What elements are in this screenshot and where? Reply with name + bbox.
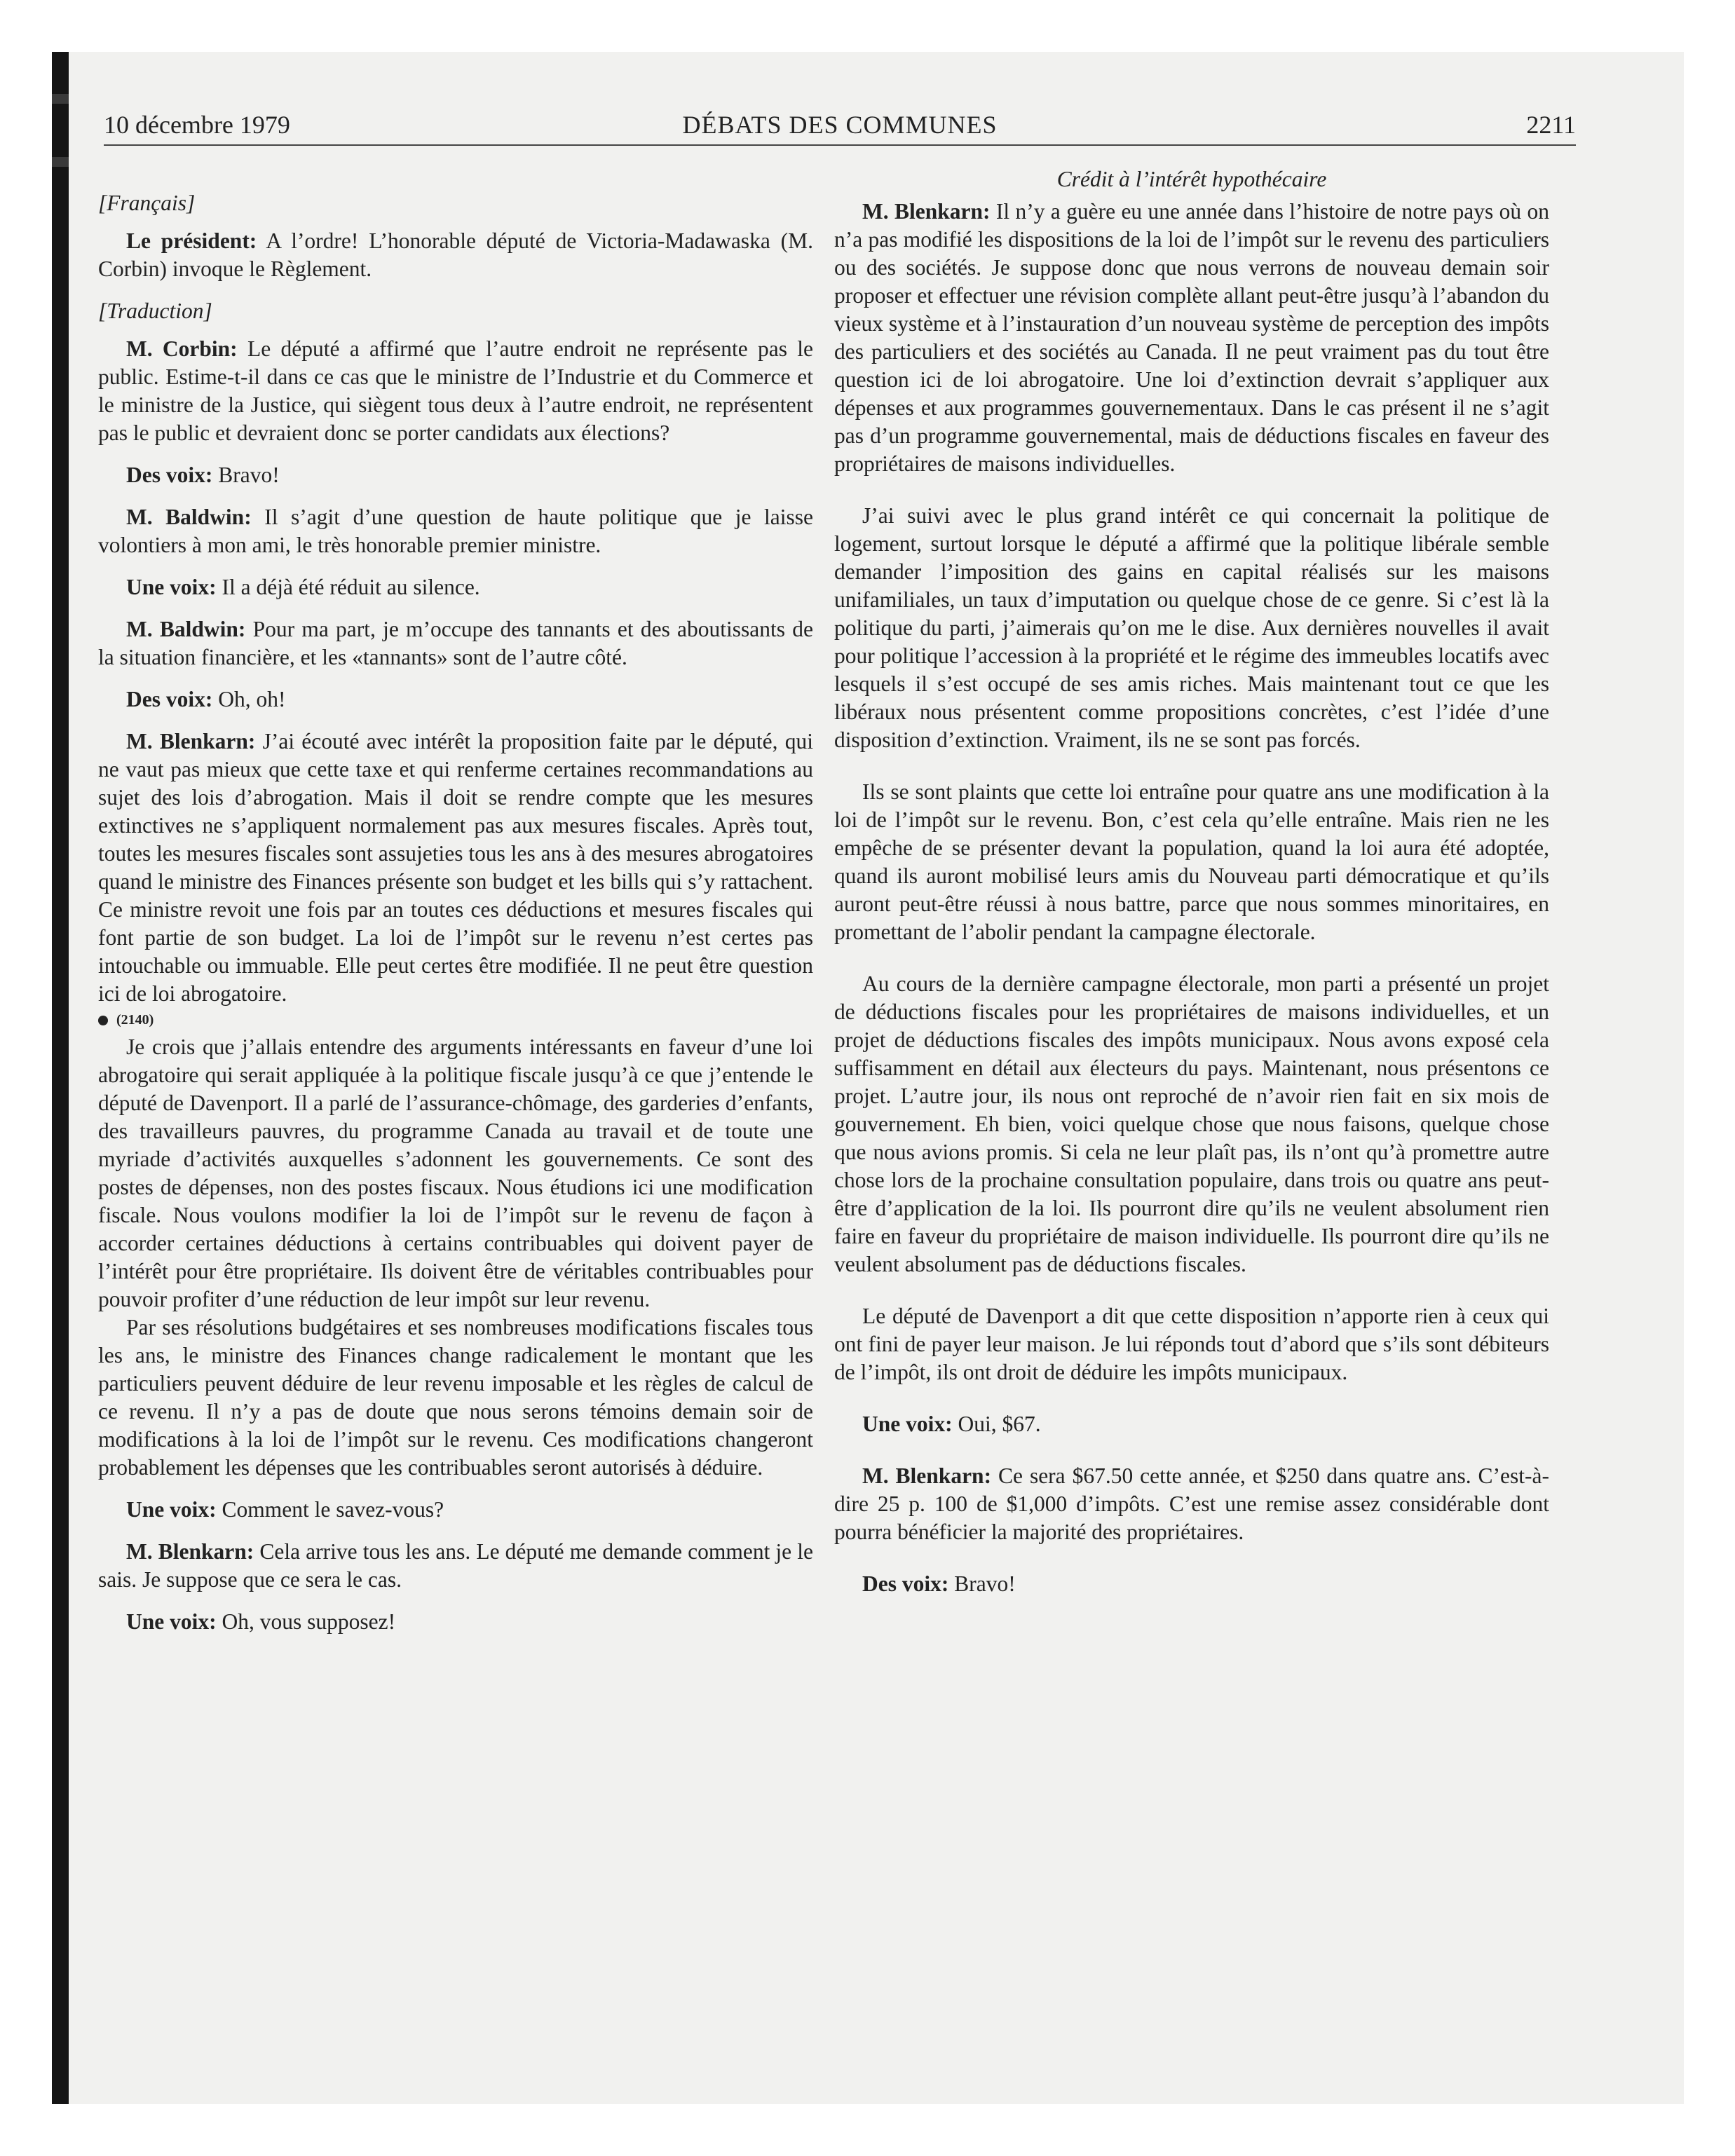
speech-text: Il n’y a guère eu une année dans l’histoire de notre pays où on n’a pas modifié les dispositions de la loi de l’impôt sur le revenu des particuliers ou des sociétés. Je suppose donc que nous verrons de nouveau demain soir proposer et effectuer une révision complète allant peut-être jusqu’à l’abandon du vieux système et à l’instauration d’un nouveau système de perception des impôts des particuliers et des sociétés au Canada. Il ne peut vraiment pas du tout être question ici de loi abrogatoire. Une loi d’extinction devrait s’appliquer aux dépenses et aux programmes gouvernementaux. Dans le cas présent il ne s’agit pas d’un programme gouvernemental, mais de déductions fiscales en faveur des propriétaires de maisons individuelles. <box>834 199 1549 476</box>
edge-notch <box>52 94 69 104</box>
speech-paragraph <box>834 1302 1549 1386</box>
time-marker-text: (2140) <box>116 1012 154 1028</box>
speech-text: Oui, $67. <box>952 1412 1041 1436</box>
speaker-name: Une voix: <box>862 1412 953 1436</box>
speech-text: Je crois que j’allais entendre des arguments intéressants en faveur d’une loi abrogatoire qui serait appliquée à la politique fiscale jusqu’à ce que j’entende le député de Davenport. Il a parlé de l’assurance-chômage, des garderies d’enfants, des travailleurs pauvres, du programme Canada au travail et de toute une myriade d’activités auxquelles s’adonnent les gouvernements. Ce sont des postes de dépenses, non des postes fiscaux. Nous étudions ici une modification fiscale. Nous voulons modifier la loi de l’impôt sur le revenu de façon à accorder certaines déductions à certains contribuables qui doivent payer de l’intérêt pour être propriétaire. Ils doivent être de véritables contribuables pour pouvoir profiter d’une réduction de leur impôt sur leur revenu. <box>98 1035 813 1311</box>
right-column <box>834 165 1549 1622</box>
language-tag: [Traduction] <box>98 299 212 323</box>
speech-paragraph <box>98 685 813 714</box>
speech-text: J’ai suivi avec le plus grand intérêt ce qui concernait la politique de logement, surtout lorsque le député a affirmé que la politique libérale semble demander l’imposition des gains en capital réalisés sur les maisons unifamiliales, un taux d’imputation ou quelque chose de ce genre. Si c’est là la politique du parti, j’aimerais qu’on me le dise. Aux dernières nouvelles il avait pour politique l’accession à la propriété et le régime des immeubles locatifs avec lesquels il s’est occupé de ses amis riches. Mais maintenant tout ce que les libéraux nous présentent comme propositions concrètes, c’est l’idée d’une disposition d’extinction. Vraiment, ils ne se sont pas forcés. <box>834 503 1549 752</box>
speech-paragraph <box>834 778 1549 946</box>
language-tag: [Français] <box>98 191 196 215</box>
speaker-name: M. Corbin: <box>126 336 238 361</box>
speaker-name: Des voix: <box>862 1571 949 1596</box>
header-date: 10 décembre 1979 <box>104 111 290 139</box>
speech-text: Ce sera $67.50 cette année, et $250 dans quatre ans. C’est-à-dire 25 p. 100 de $1,000 d’impôts. C’est une remise assez considérable dont pourra bénéficier la majorité des propriétaires. <box>834 1464 1549 1544</box>
speech-text: Au cours de la dernière campagne électorale, mon parti a présenté un projet de déductions fiscales pour les propriétaires de maisons individuelles, et un projet de déductions fiscales des impôts municipaux. Nous avons exposé cela suffisamment en détail aux électeurs du pays. Maintenant, nous présentons ce projet. L’autre jour, ils nous ont reproché de n’avoir rien fait en six mois de gouvernement. Eh bien, voici quelque chose que nous faisons, quelque chose que nous avions promis. Si cela ne leur plaît pas, ils n’ont qu’à promettre autre chose lors de la prochaine consultation populaire, dans trois ou quatre ans peut-être d’application de la loi. Ils pourront dire qu’ils ne veulent absolument rien faire en faveur du propriétaire de maison individuelle. Ils pourront dire qu’ils ne veulent absolument pas de déductions fiscales. <box>834 971 1549 1276</box>
speech-text: Comment le savez-vous? <box>216 1497 444 1522</box>
speech-paragraph <box>98 503 813 559</box>
speaker-name: Des voix: <box>126 463 213 487</box>
speech-paragraph <box>98 573 813 601</box>
speech-text: A l’ordre! L’honorable député de Victoria-Madawaska (M. Corbin) invoque le Règlement. <box>98 228 813 281</box>
speech-paragraph <box>98 728 813 1008</box>
speaker-name: Des voix: <box>126 687 213 711</box>
binding-edge <box>52 52 69 2104</box>
speaker-name: M. Blenkarn: <box>126 1539 254 1564</box>
speaker-name: M. Blenkarn: <box>862 1464 992 1488</box>
running-header <box>104 105 1576 146</box>
speech-text: Il s’agit d’une question de haute politique que je laisse volontiers à mon ami, le très honorable premier ministre. <box>98 505 813 557</box>
speech-paragraph <box>834 970 1549 1278</box>
speech-paragraph <box>98 1538 813 1594</box>
speech-text: Oh, vous supposez! <box>216 1609 396 1634</box>
speech-paragraph <box>834 1410 1549 1438</box>
speech-paragraph <box>98 1033 813 1314</box>
speech-text: Bravo! <box>948 1571 1016 1596</box>
speech-paragraph <box>98 615 813 671</box>
speech-paragraph <box>834 1570 1549 1598</box>
speaker-name: Une voix: <box>126 1609 217 1634</box>
speech-paragraph <box>98 1314 813 1482</box>
section-heading: Crédit à l’intérêt hypothécaire <box>1056 167 1327 191</box>
speaker-name: Le président: <box>126 228 257 253</box>
speech-text: J’ai écouté avec intérêt la proposition faite par le député, qui ne vaut pas mieux que cette taxe et qui renferme certaines recommandations au sujet des lois d’abrogation. Mais il doit se rendre compte que les mesures extinctives ne s’appliquent normalement pas aux mesures fiscales. Après tout, toutes les mesures fiscales sont assujeties tous les ans à des mesures abrogatoires quand le ministre des Finances présente son budget et les bills qui s’y rattachent. Ce ministre revoit une fois par an toutes ces déductions et mesures fiscales qui font partie de son budget. La loi de l’impôt sur le revenu n’est certes pas intouchable ou immuable. Elle peut certes être modifiée. Il ne peut être question ici de loi abrogatoire. <box>98 729 814 1006</box>
speech-paragraph <box>98 335 813 447</box>
speech-text: Cela arrive tous les ans. Le député me demande comment je le sais. Je suppose que ce sera le cas. <box>98 1539 813 1592</box>
speech-paragraph <box>98 227 813 283</box>
edge-notch <box>52 157 69 167</box>
speech-paragraph <box>98 461 813 489</box>
speech-paragraph <box>834 198 1549 478</box>
page-number: 2211 <box>1526 111 1576 139</box>
speaker-name: M. Blenkarn: <box>862 199 991 224</box>
speaker-name: Une voix: <box>126 1497 217 1522</box>
speech-text: Ils se sont plaints que cette loi entraîne pour quatre ans une modification à la loi de l’impôt sur le revenu. Bon, c’est cela qu’elle entraîne. Mais rien ne les empêche de se présenter devant la population, quand la loi aura été adoptée, quand ils auront mobilisé leurs amis du Nouveau parti démocratique et qu’ils auront peut-être réussi à nous battre, parce que nous sommes minoritaires, en promettant de l’abolir pendant la campagne électorale. <box>834 779 1549 944</box>
speech-paragraph <box>98 1496 813 1524</box>
speech-paragraph <box>98 1608 813 1636</box>
speech-text: Le député de Davenport a dit que cette disposition n’apporte rien à ceux qui ont fini de payer leur maison. Je lui réponds tout d’abord que s’ils sont débiteurs de l’impôt, ils ont droit de déduire les impôts municipaux. <box>834 1304 1549 1384</box>
header-title: DÉBATS DES COMMUNES <box>682 111 998 139</box>
speech-text: Par ses résolutions budgétaires et ses nombreuses modifications fiscales tous les ans, le ministre des Finances change radicalement le montant que les particuliers peuvent déduire de leur revenu imposable et les règles de calcul de ce revenu. Il n’y a pas de doute que nous serons témoins demain soir de modifications à la loi de l’impôt sur le revenu. Ces modifications changeront probablement les dépenses que les contribuables seront autorisés à déduire. <box>98 1315 813 1480</box>
speech-paragraph <box>834 1462 1549 1546</box>
bullet-dot-icon <box>98 1016 108 1025</box>
speaker-name: M. Baldwin: <box>126 617 246 641</box>
speech-paragraph <box>834 502 1549 754</box>
speech-text: Oh, oh! <box>212 687 286 711</box>
speaker-name: M. Blenkarn: <box>126 729 256 753</box>
time-marker <box>98 1011 813 1029</box>
speaker-name: Une voix: <box>126 575 217 599</box>
left-column <box>98 189 813 1650</box>
speech-text: Bravo! <box>212 463 280 487</box>
speech-text: Le député a affirmé que l’autre endroit ne représente pas le public. Estime-t-il dans ce cas que le ministre de l’Industrie et du Commerce et le ministre de la Justice, qui siègent tous deux à l’autre endroit, ne représentent pas le public et devraient donc se porter candidats aux élections? <box>98 336 813 445</box>
speaker-name: M. Baldwin: <box>126 505 252 529</box>
speech-text: Il a déjà été réduit au silence. <box>216 575 480 599</box>
speech-text: Pour ma part, je m’occupe des tannants et des aboutissants de la situation financière, et les «tannants» sont de l’autre côté. <box>98 617 813 669</box>
